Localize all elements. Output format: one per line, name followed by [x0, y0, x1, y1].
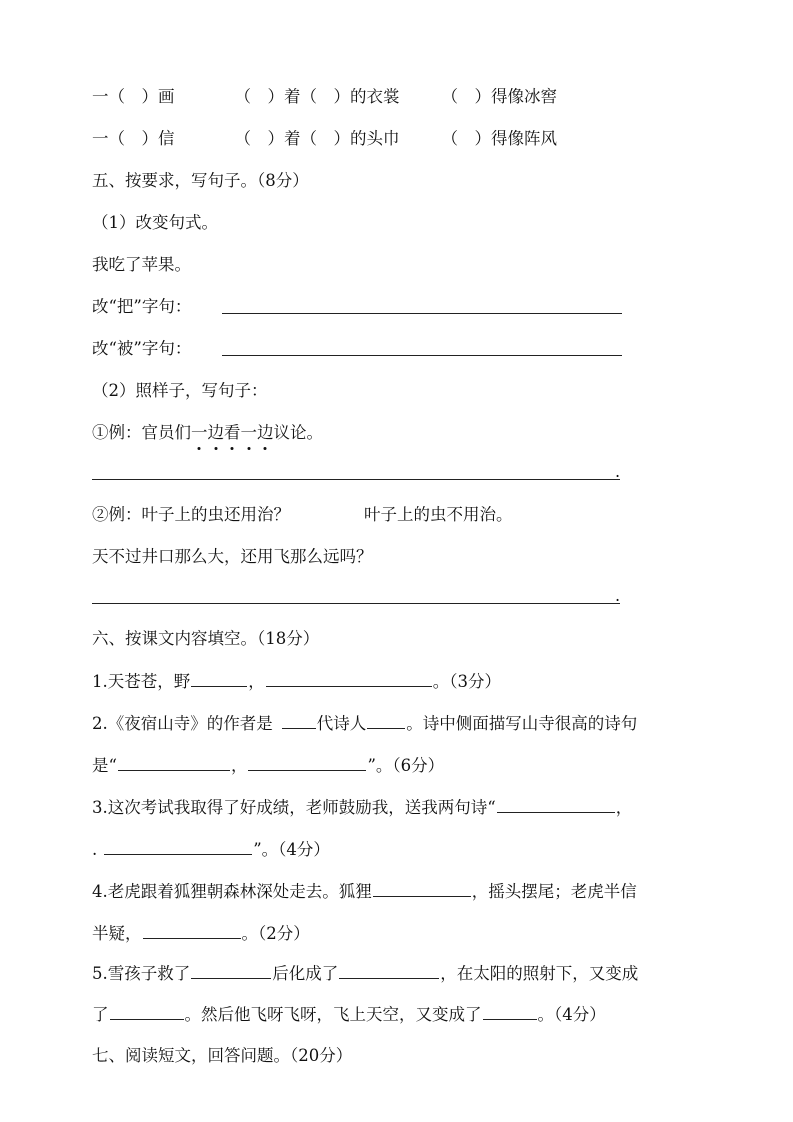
example-2-right: 叶子上的虫不用治。 [364, 505, 513, 524]
s6-q5-blank-4[interactable] [483, 1003, 537, 1020]
s6-q1-text-a: 1.天苍苍，野 [92, 672, 191, 691]
q4-row-2 [92, 128, 557, 150]
example-1-period: . [615, 462, 621, 481]
s6-q3-line-2 [92, 838, 330, 861]
s6-q5-text-a: 5.雪孩子救了 [92, 964, 191, 983]
q4-row-1-col-2: （ ）着（ ）的衣裳 [234, 87, 400, 106]
emphasis-char: 看 [224, 423, 241, 442]
q4-row-2-col-1: 一（ ）信 [92, 129, 175, 148]
s6-q1-text-b: ， [248, 672, 265, 691]
s6-q3-blank-1[interactable] [497, 796, 615, 813]
s6-q4-blank-1[interactable] [373, 880, 471, 897]
s5-sentence: 我吃了苹果。 [92, 255, 191, 274]
s6-q1 [92, 670, 501, 693]
s6-q3-text-a: 3.这次考试我取得了好成绩，老师鼓励我，送我两句诗“ [92, 798, 496, 817]
example-2-period: . [615, 586, 621, 605]
example-2-task: 天不过井口那么大，还用飞那么远吗？ [92, 547, 373, 566]
s6-q5-text-b: 后化成了 [272, 964, 339, 983]
s6-q3-text-c: . [92, 840, 98, 859]
emphasis-char: 边 [207, 423, 224, 442]
q4-row-2-col-2: （ ）着（ ）的头巾 [234, 129, 400, 148]
emphasis-char: 边 [257, 423, 274, 442]
example-1-answer-line[interactable] [92, 479, 620, 480]
s6-q5-line-1 [92, 962, 638, 985]
s6-q4-text-a: 4.老虎跟着狐狸朝森林深处走去。狐狸 [92, 882, 372, 901]
s6-q2-blank-poet[interactable] [367, 712, 405, 729]
example-2-left: ②例：叶子上的虫还用治？ [92, 505, 290, 524]
ba-answer-line[interactable] [222, 313, 622, 314]
section-5-heading: 五、按要求，写句子。（8分） [92, 171, 309, 190]
q4-row-2-col-3: （ ）得像阵风 [441, 129, 557, 148]
s6-q4-blank-2[interactable] [143, 922, 241, 939]
emphasis-char: 一 [240, 423, 257, 442]
ba-label: 改“把”字句： [92, 297, 192, 316]
s6-q1-blank-2[interactable] [266, 670, 432, 687]
emphasis-char: 一 [191, 423, 208, 442]
s6-q2-text-c: 。诗中侧面描写山寺很高的诗句 [406, 714, 638, 733]
s6-q2-blank-dynasty[interactable] [282, 712, 316, 729]
example-1 [92, 422, 323, 444]
example-1-suffix: 议论。 [273, 423, 323, 442]
s6-q4-text-c: 半疑， [92, 924, 142, 943]
s5-sub2: （2）照样子，写句子： [92, 381, 268, 400]
q4-row-1-col-3: （ ）得像冰窖 [441, 87, 557, 106]
s6-q5-text-e: 。然后他飞呀飞呀，飞上天空，又变成了 [184, 1005, 482, 1024]
s6-q2-line-1 [92, 712, 637, 735]
s6-q2-text-e: ， [230, 756, 248, 775]
example-2-answer-line[interactable] [92, 603, 620, 604]
s6-q2-line-2 [92, 754, 444, 777]
s6-q5-blank-2[interactable] [339, 962, 439, 979]
ba-sentence-row [92, 296, 191, 318]
s6-q3-text-d: ”。（4分） [253, 840, 330, 859]
s6-q5-text-f: 。（4分） [537, 1005, 606, 1024]
s6-q4-line-2 [92, 922, 310, 945]
bei-sentence-row [92, 338, 191, 360]
s6-q5-text-c: ，在太阳的照射下，又变成 [440, 964, 639, 983]
s5-sub1: （1）改变句式。 [92, 213, 218, 232]
s6-q2-text-f: ”。（6分） [367, 756, 445, 775]
s6-q5-blank-1[interactable] [191, 962, 271, 979]
s6-q2-blank-1[interactable] [118, 754, 230, 771]
section-7-heading: 七、阅读短文，回答问题。（20分） [92, 1046, 353, 1065]
s6-q5-text-d: 了 [92, 1005, 109, 1024]
bei-answer-line[interactable] [222, 355, 622, 356]
q4-row-1 [92, 86, 557, 108]
s6-q4-text-b: ，摇头摆尾；老虎半信 [471, 882, 637, 901]
s6-q2-text-a: 2.《夜宿山寺》的作者是 [92, 714, 273, 733]
s6-q2-text-d: 是“ [92, 756, 117, 775]
s6-q5-line-2 [92, 1003, 606, 1026]
s6-q3-text-b: ， [615, 798, 633, 817]
s6-q4-line-1 [92, 880, 637, 903]
s6-q3-line-1 [92, 796, 632, 819]
s6-q3-blank-2[interactable] [104, 838, 252, 855]
example-2 [92, 504, 513, 526]
example-1-prefix: ①例：官员们 [92, 423, 191, 442]
bei-label: 改“被”字句： [92, 339, 192, 358]
q4-row-1-col-1: 一（ ）画 [92, 87, 175, 106]
s6-q5-blank-3[interactable] [110, 1003, 184, 1020]
s6-q1-blank-1[interactable] [191, 670, 247, 687]
s6-q1-text-c: 。（3分） [432, 672, 501, 691]
section-6-heading: 六、按课文内容填空。（18分） [92, 629, 320, 648]
s6-q2-blank-2[interactable] [248, 754, 366, 771]
s6-q2-text-b: 代诗人 [316, 714, 367, 733]
s6-q4-text-d: 。（2分） [241, 924, 310, 943]
